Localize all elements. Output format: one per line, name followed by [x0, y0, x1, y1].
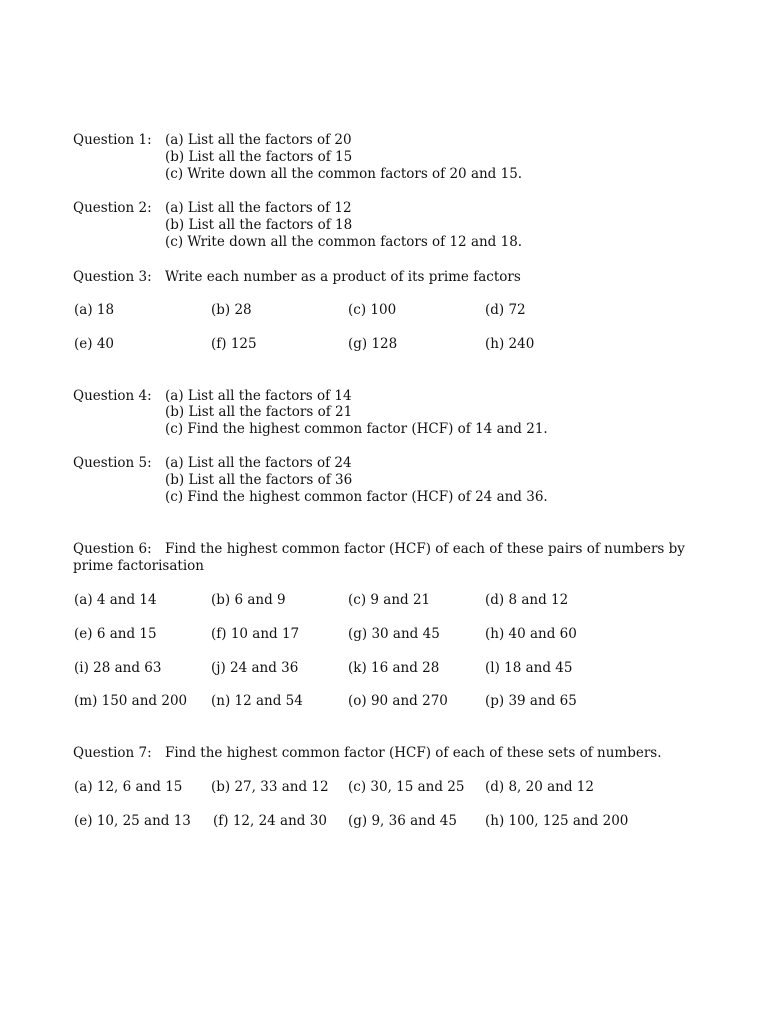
question-2b: (b) List all the factors of 18	[165, 217, 353, 233]
question-6-item: (k) 16 and 28	[348, 660, 440, 676]
question-2a: (a) List all the factors of 12	[165, 200, 352, 216]
question-3-item: (b) 28	[211, 302, 252, 318]
question-2-label: Question 2:	[73, 200, 152, 216]
question-7-item: (g) 9, 36 and 45	[348, 813, 457, 829]
question-6-item: (e) 6 and 15	[74, 626, 157, 642]
question-4a: (a) List all the factors of 14	[165, 388, 352, 404]
question-6-text: Find the highest common factor (HCF) of each of these pairs of numbers by	[165, 541, 685, 557]
question-7-item: (d) 8, 20 and 12	[485, 779, 594, 795]
question-6-item: (o) 90 and 270	[348, 693, 448, 709]
question-3-text: Write each number as a product of its prime factors	[165, 269, 521, 285]
question-3-item: (e) 40	[74, 336, 114, 352]
question-6-item: (g) 30 and 45	[348, 626, 440, 642]
question-1b: (b) List all the factors of 15	[165, 149, 353, 165]
question-7-label: Question 7:	[73, 745, 152, 761]
question-6-item: (n) 12 and 54	[211, 693, 303, 709]
question-3-item: (g) 128	[348, 336, 398, 352]
question-2c: (c) Write down all the common factors of 12 and 18.	[165, 234, 523, 250]
question-7-text: Find the highest common factor (HCF) of each of these sets of numbers.	[165, 745, 662, 761]
question-4c: (c) Find the highest common factor (HCF) of 14 and 21.	[165, 421, 548, 437]
question-6-item: (h) 40 and 60	[485, 626, 577, 642]
question-5-label: Question 5:	[73, 455, 152, 471]
question-1-label: Question 1:	[73, 132, 152, 148]
question-6-text-continued: prime factorisation	[73, 558, 204, 574]
question-1a: (a) List all the factors of 20	[165, 132, 352, 148]
question-6-item: (b) 6 and 9	[211, 592, 286, 608]
question-7-item: (c) 30, 15 and 25	[348, 779, 465, 795]
question-1c: (c) Write down all the common factors of 20 and 15.	[165, 166, 523, 182]
question-5c: (c) Find the highest common factor (HCF) of 24 and 36.	[165, 489, 548, 505]
question-6-item: (m) 150 and 200	[74, 693, 188, 709]
question-6-item: (l) 18 and 45	[485, 660, 573, 676]
question-7-item: (e) 10, 25 and 13	[74, 813, 191, 829]
question-3-item: (h) 240	[485, 336, 535, 352]
question-6-label: Question 6:	[73, 541, 152, 557]
question-6-item: (f) 10 and 17	[211, 626, 300, 642]
question-3-item: (d) 72	[485, 302, 526, 318]
question-6-item: (i) 28 and 63	[74, 660, 162, 676]
question-3-label: Question 3:	[73, 269, 152, 285]
question-4b: (b) List all the factors of 21	[165, 404, 353, 420]
question-6-item: (d) 8 and 12	[485, 592, 569, 608]
question-6-item: (p) 39 and 65	[485, 693, 577, 709]
question-5a: (a) List all the factors of 24	[165, 455, 352, 471]
question-7-item: (b) 27, 33 and 12	[211, 779, 329, 795]
question-7-item: (h) 100, 125 and 200	[485, 813, 629, 829]
question-3-item: (c) 100	[348, 302, 397, 318]
question-7-item: (f) 12, 24 and 30	[213, 813, 327, 829]
question-6-item: (c) 9 and 21	[348, 592, 431, 608]
question-4-label: Question 4:	[73, 388, 152, 404]
question-6-item: (j) 24 and 36	[211, 660, 299, 676]
question-5b: (b) List all the factors of 36	[165, 472, 353, 488]
question-3-item: (a) 18	[74, 302, 115, 318]
question-3-item: (f) 125	[211, 336, 257, 352]
question-7-item: (a) 12, 6 and 15	[74, 779, 183, 795]
question-6-item: (a) 4 and 14	[74, 592, 157, 608]
